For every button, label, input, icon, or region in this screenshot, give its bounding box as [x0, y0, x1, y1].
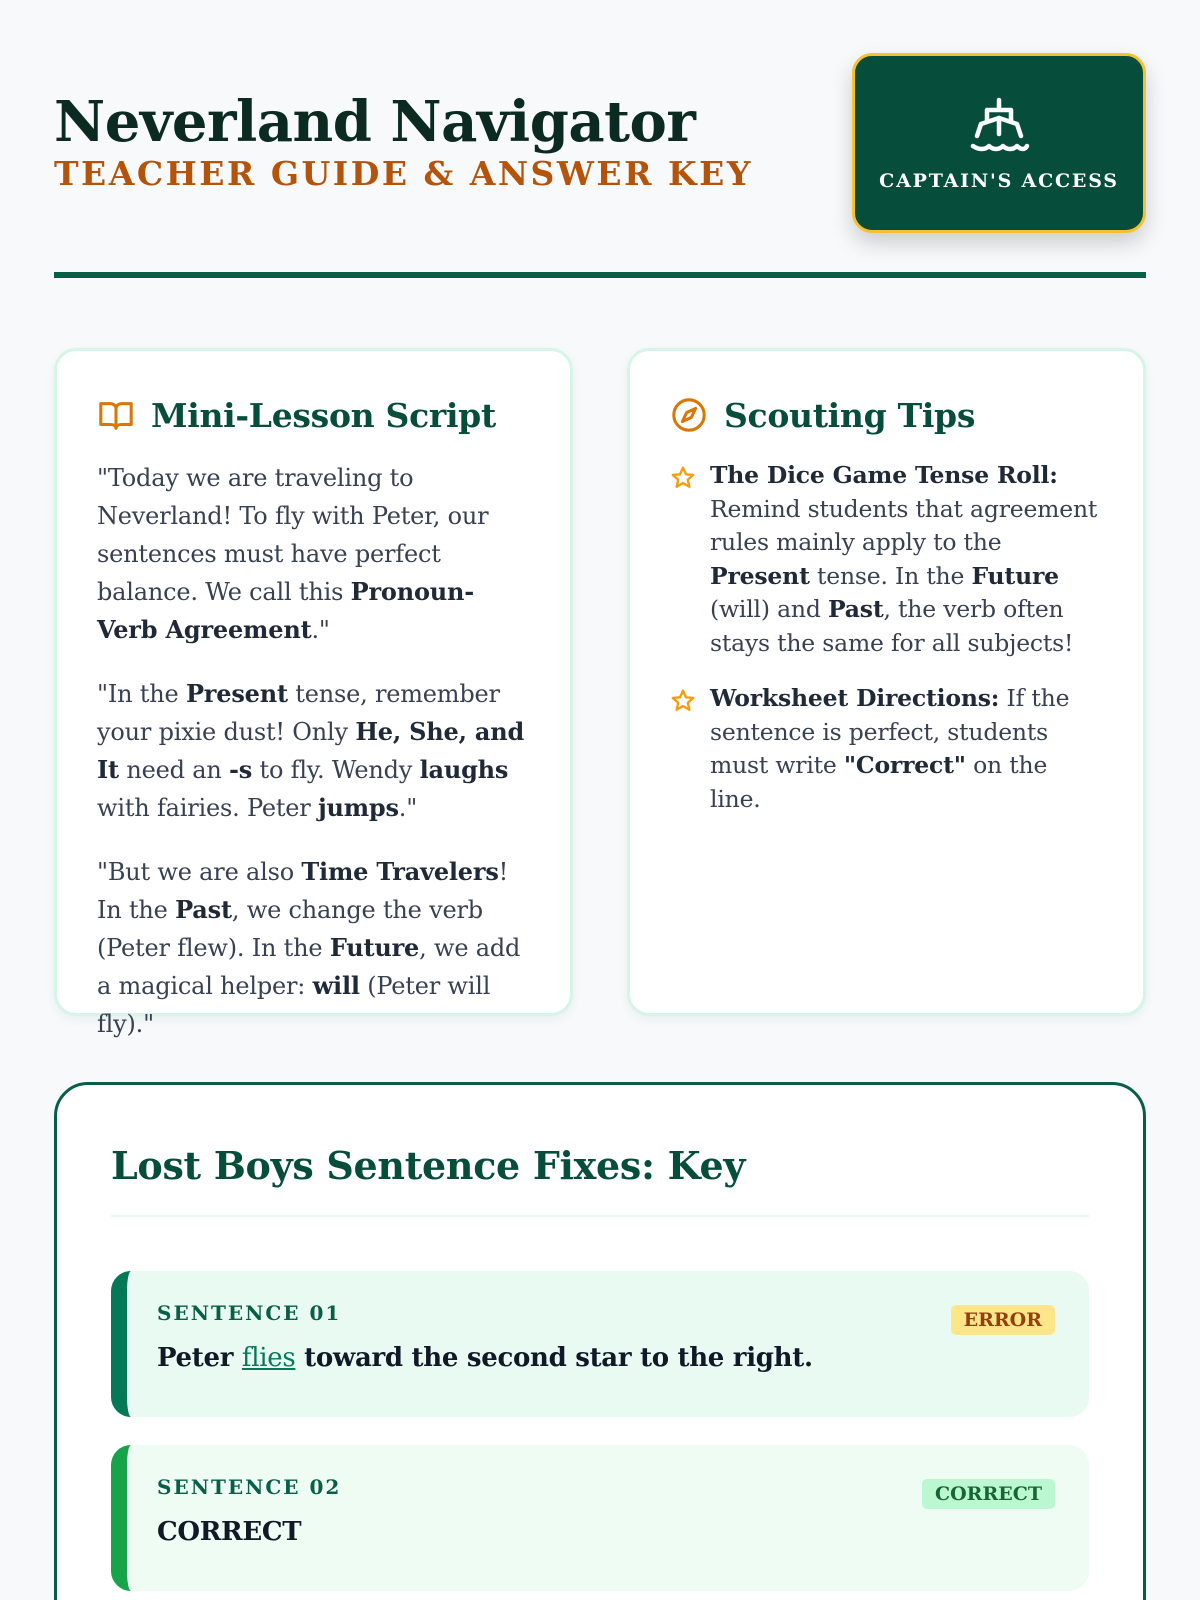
script-paragraph: "But we are also Time Travelers! In the Past, we change the verb (Peter flew). In the Future, we add a magical helper: will (Peter will fly)."	[97, 857, 521, 1038]
script-paragraph: "Today we are traveling to Neverland! To fly with Peter, our sentences must have perfect balance. We call this Pronoun-Verb Agreement."	[97, 464, 489, 644]
answer-key-section	[54, 1082, 1146, 1600]
book-open-icon	[97, 396, 135, 434]
tip-item	[670, 459, 1103, 660]
corrected-verb: flies	[241, 1343, 296, 1373]
mini-lesson-header	[97, 393, 530, 437]
sentence-label: SENTENCE 01	[157, 1301, 342, 1325]
scouting-tips-header	[670, 393, 1103, 437]
tips-list	[670, 459, 1103, 816]
page-title: Neverland Navigator	[54, 89, 696, 155]
scouting-tips-title: Scouting Tips	[724, 395, 976, 435]
sentence-text-before: CORRECT	[157, 1517, 302, 1547]
answer-key-divider	[111, 1215, 1089, 1217]
sentence-label: SENTENCE 02	[157, 1475, 342, 1499]
answer-key-title: Lost Boys Sentence Fixes: Key	[111, 1143, 746, 1188]
info-cards	[54, 348, 1146, 1038]
sentence-card-01	[111, 1271, 1089, 1417]
tip-text: Worksheet Directions: If the sentence is perfect, students must write "Correct" on the line.	[710, 684, 1070, 813]
ship-icon	[967, 94, 1031, 158]
sentence-text	[157, 1517, 1055, 1547]
status-badge: CORRECT	[922, 1479, 1055, 1509]
page-header	[54, 0, 1146, 282]
mini-lesson-title: Mini-Lesson Script	[151, 395, 496, 435]
status-badge: ERROR	[951, 1305, 1055, 1335]
mini-lesson-script	[97, 459, 530, 1043]
sentence-card-02	[111, 1445, 1089, 1591]
mini-lesson-card	[54, 348, 573, 1038]
tip-item	[670, 682, 1103, 816]
compass-icon	[670, 396, 708, 434]
sentence-text-before: Peter	[157, 1343, 242, 1373]
page-subtitle: TEACHER GUIDE & ANSWER KEY	[54, 154, 753, 193]
header-divider	[54, 272, 1146, 278]
sentence-text	[157, 1343, 1055, 1373]
sentence-text-after: toward the second star to the right.	[295, 1343, 813, 1373]
scouting-tips-card	[627, 348, 1146, 1016]
tip-text: The Dice Game Tense Roll: Remind students that agreement rules mainly apply to the Present tense. In the Future (will) and Past, the verb often stays the same for all subjects!	[710, 461, 1098, 657]
star-icon	[670, 465, 696, 491]
captains-access-label: CAPTAIN'S ACCESS	[879, 170, 1119, 192]
captains-access-button[interactable]	[852, 53, 1146, 233]
script-paragraph: "In the Present tense, remember your pixie dust! Only He, She, and It need an -s to fly. Wendy laughs with fairies. Peter jumps."	[97, 679, 525, 822]
star-icon	[670, 688, 696, 714]
